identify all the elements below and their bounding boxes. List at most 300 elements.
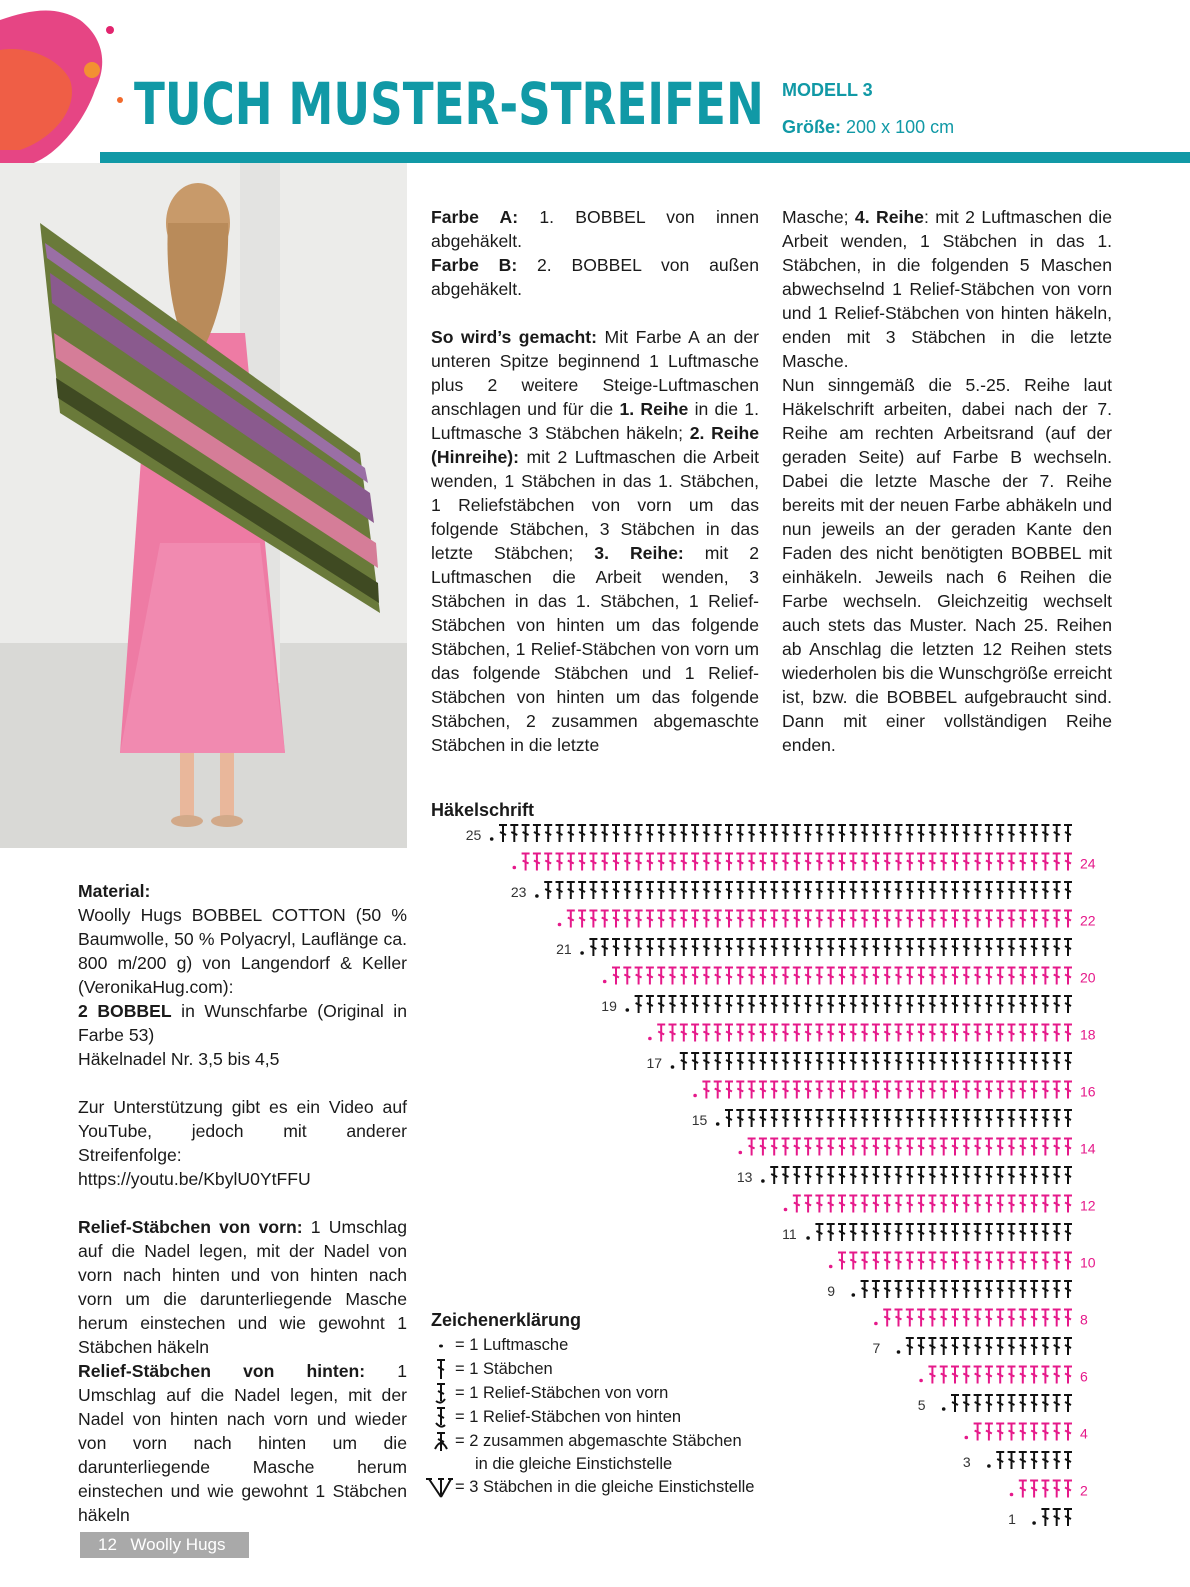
stitch-mark	[1019, 1053, 1027, 1070]
stitch-mark	[917, 1310, 925, 1327]
stitch-mark	[1053, 1338, 1061, 1355]
stitch-mark	[1064, 911, 1072, 928]
stitch-mark	[702, 1053, 710, 1070]
stitch-mark	[861, 968, 869, 985]
stitch-mark	[1064, 1196, 1072, 1213]
instructions-text: Mit Farbe A an der unteren Spitze beginnend 1 Luftmasche plus 2 weitere Steige-Luftmaschen anschlagen und für die	[431, 327, 759, 419]
material-quantity	[78, 999, 407, 1047]
stitch-mark	[962, 1110, 970, 1127]
stitch-mark	[951, 1224, 959, 1241]
stitch-mark	[917, 1110, 925, 1127]
row-label-7: 7	[872, 1340, 881, 1356]
stitch-mark	[1041, 939, 1049, 956]
stitch-mark	[974, 968, 982, 985]
stitch-mark	[1041, 1509, 1049, 1526]
stitch-mark	[782, 854, 790, 871]
stitch-mark	[782, 996, 790, 1013]
stitch-mark	[623, 911, 631, 928]
row-label-9: 9	[827, 1283, 836, 1299]
stitch-mark	[623, 939, 631, 956]
stitch-mark	[1030, 996, 1038, 1013]
stitch-mark	[635, 825, 643, 842]
stitch-mark	[917, 1196, 925, 1213]
stitch-mark	[928, 911, 936, 928]
stitch-mark	[928, 1224, 936, 1241]
stitch-mark	[804, 968, 812, 985]
stitch-mark	[589, 911, 597, 928]
stitch-mark	[714, 939, 722, 956]
stitch-mark	[872, 1139, 880, 1156]
stitch-mark	[996, 939, 1004, 956]
row-label-18: 18	[1080, 1026, 1096, 1043]
stitch-mark	[499, 825, 507, 842]
stitch-mark	[1019, 1395, 1027, 1412]
stitch-mark	[838, 1253, 846, 1270]
stitch-mark	[1041, 968, 1049, 985]
stitch-mark	[793, 911, 801, 928]
stitch-mark	[635, 968, 643, 985]
stitch-mark	[827, 854, 835, 871]
stitch-mark	[1030, 1139, 1038, 1156]
stitch-mark	[1064, 939, 1072, 956]
stitch-mark	[623, 968, 631, 985]
stitch-mark	[849, 996, 857, 1013]
stitch-mark	[962, 968, 970, 985]
stitch-mark	[1041, 1367, 1049, 1384]
stitch-mark	[815, 882, 823, 899]
stitch-mark	[691, 968, 699, 985]
stitch-mark	[601, 882, 609, 899]
stitch-mark	[861, 1196, 869, 1213]
stitch-mark	[1041, 1110, 1049, 1127]
stitch-mark	[827, 882, 835, 899]
stitch-mark	[962, 911, 970, 928]
stitch-mark	[793, 882, 801, 899]
stitch-mark	[872, 1281, 880, 1298]
stitch-mark	[872, 996, 880, 1013]
legend-item	[421, 1357, 754, 1381]
stitch-mark	[951, 1082, 959, 1099]
stitch-mark	[996, 1053, 1004, 1070]
stitch-mark	[883, 854, 891, 871]
stitch-mark	[748, 854, 756, 871]
stitch-mark	[895, 854, 903, 871]
stitch-mark	[974, 911, 982, 928]
stitch-mark	[1008, 968, 1016, 985]
stitch-mark	[985, 911, 993, 928]
stitch-mark	[612, 854, 620, 871]
stitch-mark	[883, 1281, 891, 1298]
stitch-mark	[815, 1139, 823, 1156]
chain-mark	[535, 894, 539, 898]
stitch-mark	[782, 825, 790, 842]
chain-mark	[965, 1436, 969, 1440]
stitch-mark	[861, 1110, 869, 1127]
stitch-mark	[906, 854, 914, 871]
stitch-mark	[815, 1110, 823, 1127]
stitch-mark	[928, 968, 936, 985]
chain-mark	[603, 980, 607, 984]
chain-stitch-icon	[421, 1333, 453, 1357]
stitch-mark	[1008, 854, 1016, 871]
stitch-mark	[906, 1025, 914, 1042]
stitch-mark	[849, 1224, 857, 1241]
stitch-mark	[646, 825, 654, 842]
color-b-line	[431, 253, 759, 301]
instructions-paragraph	[431, 325, 759, 757]
stitch-mark	[906, 968, 914, 985]
stitch-mark	[804, 882, 812, 899]
stitch-mark	[759, 825, 767, 842]
stitch-mark	[1053, 1367, 1061, 1384]
stitch-mark	[962, 1281, 970, 1298]
stitch-mark	[782, 1082, 790, 1099]
stitch-mark	[985, 1367, 993, 1384]
stitch-mark	[906, 1139, 914, 1156]
stitch-mark	[849, 882, 857, 899]
stitch-mark	[691, 939, 699, 956]
stitch-mark	[1064, 968, 1072, 985]
stitch-mark	[522, 825, 530, 842]
stitch-mark	[1008, 1025, 1016, 1042]
stitch-mark	[702, 854, 710, 871]
stitch-mark	[1041, 1395, 1049, 1412]
stitch-mark	[793, 939, 801, 956]
stitch-mark	[985, 939, 993, 956]
stitch-mark	[951, 1196, 959, 1213]
stitch-mark	[827, 1167, 835, 1184]
stitch-mark	[815, 825, 823, 842]
stitch-mark	[872, 1253, 880, 1270]
page-title: TUCH MUSTER-STREIFEN	[134, 70, 764, 138]
stitch-mark	[635, 996, 643, 1013]
stitch-mark	[883, 1139, 891, 1156]
stitch-mark	[1053, 911, 1061, 928]
stitch-mark	[748, 939, 756, 956]
stitch-mark	[522, 854, 530, 871]
stitch-mark	[725, 854, 733, 871]
stitch-mark	[861, 1224, 869, 1241]
stitch-mark	[1041, 854, 1049, 871]
chart-row-15	[716, 1110, 1072, 1127]
stitch-mark	[974, 996, 982, 1013]
stitch-mark	[1019, 1224, 1027, 1241]
stitch-mark	[838, 911, 846, 928]
chart-row-11	[806, 1224, 1072, 1241]
stitch-mark	[702, 882, 710, 899]
stitch-mark	[974, 825, 982, 842]
stitch-mark	[1064, 1338, 1072, 1355]
stitch-mark	[714, 882, 722, 899]
relief-back-definition	[78, 1359, 407, 1527]
chain-mark	[1032, 1521, 1036, 1525]
stitch-mark	[861, 882, 869, 899]
stitch-mark	[702, 1082, 710, 1099]
stitch-mark	[748, 1110, 756, 1127]
stitch-mark	[917, 1053, 925, 1070]
stitch-mark	[1008, 1053, 1016, 1070]
stitch-mark	[635, 939, 643, 956]
stitch-mark	[917, 1281, 925, 1298]
stitch-mark	[906, 1224, 914, 1241]
stitch-mark	[1053, 1424, 1061, 1441]
back-post-dc-icon	[421, 1405, 453, 1429]
chain-mark	[897, 1350, 901, 1354]
material-heading: Material:	[78, 881, 151, 901]
stitch-mark	[861, 854, 869, 871]
stitch-mark	[849, 939, 857, 956]
stitch-mark	[601, 939, 609, 956]
stitch-mark	[1053, 968, 1061, 985]
stitch-mark	[680, 882, 688, 899]
stitch-mark	[793, 1082, 801, 1099]
stitch-mark	[1041, 1082, 1049, 1099]
stitch-mark	[759, 1139, 767, 1156]
stitch-mark	[793, 996, 801, 1013]
stitch-mark	[985, 968, 993, 985]
stitch-mark	[849, 1025, 857, 1042]
stitch-mark	[827, 825, 835, 842]
stitch-mark	[1030, 939, 1038, 956]
stitch-mark	[815, 1082, 823, 1099]
stitch-mark	[759, 968, 767, 985]
stitch-mark	[1053, 1110, 1061, 1127]
stitch-mark	[906, 1281, 914, 1298]
stitch-mark	[996, 1367, 1004, 1384]
stitch-mark	[962, 825, 970, 842]
stitch-mark	[928, 939, 936, 956]
chart-heading: Häkelschrift	[431, 800, 535, 820]
stitch-mark	[996, 854, 1004, 871]
stitch-mark	[985, 1424, 993, 1441]
stitch-mark	[1019, 1253, 1027, 1270]
stitch-mark	[1008, 1310, 1016, 1327]
chain-mark	[626, 1008, 630, 1012]
row-label-8: 8	[1080, 1311, 1088, 1328]
stitch-mark	[872, 911, 880, 928]
stitch-mark	[974, 1310, 982, 1327]
stitch-mark	[928, 1310, 936, 1327]
stitch-mark	[838, 1139, 846, 1156]
stitch-mark	[928, 1281, 936, 1298]
stitch-mark	[770, 825, 778, 842]
stitch-mark	[1053, 1082, 1061, 1099]
stitch-mark	[623, 854, 631, 871]
stitch-mark	[951, 1367, 959, 1384]
chain-mark	[761, 1179, 765, 1183]
stitch-mark	[1064, 1452, 1072, 1469]
stitch-mark	[883, 1196, 891, 1213]
chain-mark	[942, 1407, 946, 1411]
stitch-mark	[1008, 882, 1016, 899]
stitch-mark	[974, 1053, 982, 1070]
stitch-mark	[895, 1053, 903, 1070]
stitch-mark	[748, 1082, 756, 1099]
stitch-mark	[928, 1167, 936, 1184]
legend-item	[421, 1475, 754, 1499]
model-photo	[0, 163, 407, 848]
stitch-mark	[838, 1053, 846, 1070]
row-label-12: 12	[1080, 1197, 1096, 1214]
stitch-mark	[544, 882, 552, 899]
material-hook: Häkelnadel Nr. 3,5 bis 4,5	[78, 1049, 280, 1069]
stitch-mark	[917, 996, 925, 1013]
row-label-17: 17	[646, 1055, 663, 1071]
stitch-mark	[623, 882, 631, 899]
stitch-mark	[928, 1253, 936, 1270]
stitch-mark	[861, 1167, 869, 1184]
stitch-mark	[567, 911, 575, 928]
stitch-mark	[657, 968, 665, 985]
stitch-mark	[1041, 911, 1049, 928]
stitch-mark	[1053, 1395, 1061, 1412]
stitch-mark	[940, 1196, 948, 1213]
chart-row-7	[897, 1338, 1072, 1355]
stitch-mark	[691, 882, 699, 899]
stitch-mark	[804, 996, 812, 1013]
stitch-mark	[962, 1224, 970, 1241]
stitch-mark	[1064, 882, 1072, 899]
stitch-mark	[861, 996, 869, 1013]
stitch-mark	[849, 911, 857, 928]
size-value: 200 x 100 cm	[846, 117, 955, 137]
stitch-mark	[1041, 1196, 1049, 1213]
stitch-mark	[996, 1224, 1004, 1241]
stitch-mark	[770, 1025, 778, 1042]
stitch-mark	[838, 939, 846, 956]
material-yarn: Woolly Hugs BOBBEL COTTON (50 % Baumwolle, 50 % Polyacryl, Lauflänge ca. 800 m/200 g) von Langendorf & Keller (VeronikaHug.com):	[78, 905, 407, 997]
stitch-mark	[793, 825, 801, 842]
stitch-mark	[1008, 1281, 1016, 1298]
stitch-mark	[612, 911, 620, 928]
stitch-mark	[736, 854, 744, 871]
stitch-mark	[962, 1310, 970, 1327]
stitch-mark	[906, 1310, 914, 1327]
stitch-mark	[567, 882, 575, 899]
chart-row-17	[671, 1053, 1072, 1070]
stitch-mark	[1053, 1253, 1061, 1270]
stitch-mark	[985, 1025, 993, 1042]
stitch-mark	[770, 1110, 778, 1127]
stitch-mark	[793, 1167, 801, 1184]
stitch-mark	[1053, 882, 1061, 899]
stitch-mark	[827, 939, 835, 956]
stitch-mark	[849, 825, 857, 842]
stitch-mark	[725, 1025, 733, 1042]
stitch-mark	[1019, 882, 1027, 899]
stitch-mark	[917, 882, 925, 899]
relief-front-definition	[78, 1215, 407, 1359]
stitch-mark	[1019, 1367, 1027, 1384]
stitch-mark	[928, 1053, 936, 1070]
stitch-mark	[702, 911, 710, 928]
dc2tog-icon	[421, 1429, 453, 1453]
stitch-mark	[1041, 882, 1049, 899]
stitch-mark	[861, 1253, 869, 1270]
page-footer	[80, 1532, 249, 1558]
stitch-mark	[838, 1196, 846, 1213]
stitch-mark	[940, 882, 948, 899]
row-4-text: : mit 2 Luftmaschen die Arbeit wenden, 1 Stäbchen in das 1. Stäbchen, in die folgenden 5 Maschen abwechselnd 1 Relief-Stäbchen von vorn und 1 Relief-Stäbchen von hinten häkeln, enden mit 3 Stäbchen in die letzte Masche.	[782, 207, 1112, 371]
chart-row-4	[965, 1424, 1073, 1441]
stitch-mark	[951, 1053, 959, 1070]
stitch-mark	[804, 1082, 812, 1099]
stitch-mark	[567, 825, 575, 842]
stitch-mark	[996, 1110, 1004, 1127]
stitch-mark	[1030, 1395, 1038, 1412]
stitch-mark	[895, 1110, 903, 1127]
stitch-mark	[985, 996, 993, 1013]
stitch-mark	[1019, 996, 1027, 1013]
stitch-mark	[815, 1224, 823, 1241]
stitch-mark	[578, 882, 586, 899]
stitch-mark	[1064, 1139, 1072, 1156]
stitch-mark	[996, 1338, 1004, 1355]
stitch-mark	[996, 996, 1004, 1013]
stitch-mark	[928, 996, 936, 1013]
stitch-mark	[861, 1082, 869, 1099]
chart-row-20	[603, 968, 1072, 985]
stitch-mark	[985, 1196, 993, 1213]
stitch-mark	[1008, 1253, 1016, 1270]
stitch-mark	[1019, 1196, 1027, 1213]
chart-row-21	[580, 939, 1072, 956]
stitch-mark	[838, 882, 846, 899]
stitch-mark	[1064, 854, 1072, 871]
stitch-mark	[691, 854, 699, 871]
stitch-mark	[804, 1167, 812, 1184]
stitch-mark	[1019, 968, 1027, 985]
stitch-mark	[748, 825, 756, 842]
stitch-mark	[1053, 1452, 1061, 1469]
chart-row-22	[558, 911, 1072, 928]
row-label-11: 11	[782, 1226, 797, 1242]
stitch-mark	[680, 968, 688, 985]
stitch-mark	[1030, 1224, 1038, 1241]
stitch-mark	[1019, 1481, 1027, 1498]
chain-mark	[490, 837, 494, 841]
stitch-mark	[736, 911, 744, 928]
stitch-mark	[1030, 911, 1038, 928]
chain-mark	[784, 1208, 788, 1212]
stitch-mark	[1064, 996, 1072, 1013]
stitch-mark	[906, 1110, 914, 1127]
stitch-mark	[996, 1424, 1004, 1441]
stitch-mark	[827, 1139, 835, 1156]
chain-mark	[919, 1379, 923, 1383]
symbol-legend	[421, 1310, 754, 1499]
stitch-mark	[940, 996, 948, 1013]
color-b-label: Farbe B:	[431, 255, 518, 275]
legend-text: = 1 Stäbchen	[455, 1359, 553, 1378]
stitch-mark	[951, 882, 959, 899]
stitch-mark	[1019, 1310, 1027, 1327]
stitch-mark	[940, 1082, 948, 1099]
stitch-mark	[669, 854, 677, 871]
stitch-mark	[928, 825, 936, 842]
stitch-mark	[770, 911, 778, 928]
stitch-mark	[691, 1025, 699, 1042]
stitch-mark	[883, 1310, 891, 1327]
relief-back-text: 1 Umschlag auf die Nadel legen, mit der Nadel von hinten nach vorn und wieder von vorn nach hinten um die darunterliegende Masche herum einstechen und wie gewohnt 1 Stäbchen häkeln	[78, 1361, 407, 1525]
row-label-3: 3	[962, 1454, 971, 1470]
stitch-mark	[1030, 854, 1038, 871]
stitch-mark	[736, 1053, 744, 1070]
stitch-mark	[962, 1167, 970, 1184]
legend-text: = 1 Relief-Stäbchen von hinten	[455, 1407, 682, 1426]
stitch-mark	[1019, 939, 1027, 956]
stitch-mark	[985, 1082, 993, 1099]
